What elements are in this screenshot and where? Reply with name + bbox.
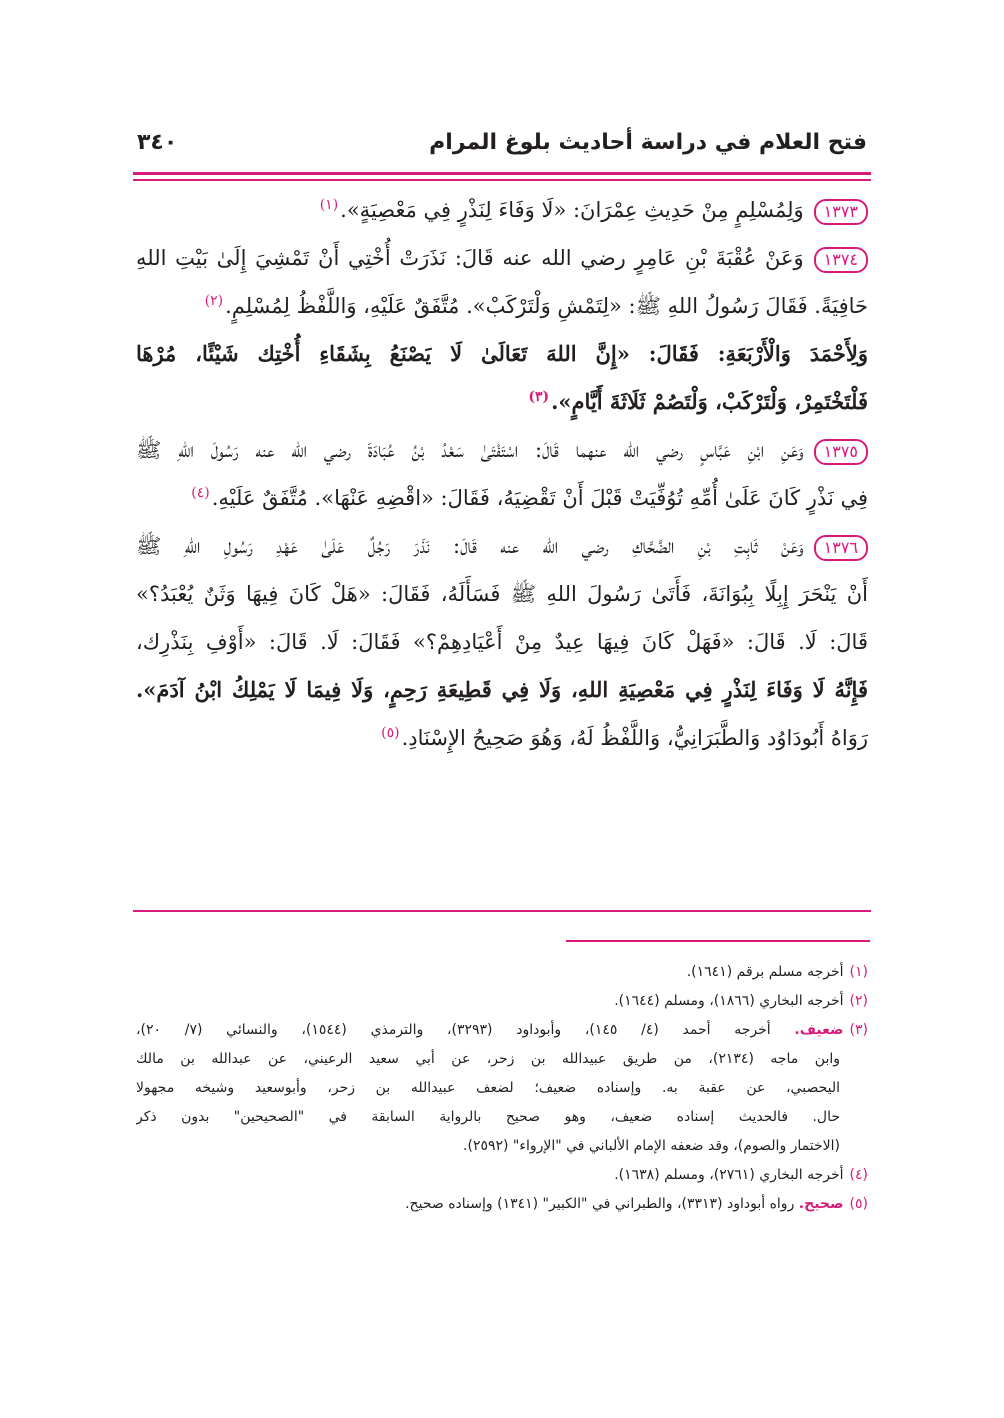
hadith-1374-line-1	[136, 234, 868, 282]
hadith-text: رَوَاهُ أَبُودَاوُد وَالطَّبَرَانِيُّ، وَاللَّفْظُ لَهُ، وَهُوَ صَحِيحُ الإِسْنَادِ.	[401, 726, 868, 750]
hadith-number-1374: ١٣٧٤	[814, 247, 868, 273]
hadith-text: فَلْتَخْتَمِرْ، وَلْتَرْكَبْ، وَلْتَصُمْ ثَلَاثَةَ أَيَّامٍ».	[551, 389, 868, 414]
hadith-1375-line-1	[136, 426, 868, 474]
page-number: ٣٤٠	[137, 130, 178, 155]
hadith-text: وَعَنْ ثَابِتِ بْنِ الضَّحَّاكِ رضي الله عنه قَالَ: نَذَرَ رَجُلٌ عَلَىٰ عَهْدِ رَسُولِ اللهِ ﷺ	[136, 534, 804, 558]
footnote-text: أخرجه أحمد (٤/ ١٤٥)، وأبوداود (٣٢٩٣)، والترمذي (١٥٤٤)، والنسائي (٧/ ٢٠)،	[136, 1022, 771, 1038]
hadith-1374-line-3	[136, 330, 868, 378]
hadith-text: قَالَ: لَا. قَالَ: «فَهَلْ كَانَ فِيهَا عِيدٌ مِنْ أَعْيَادِهِمْ؟» فَقَالَ: لَا. قَالَ: «أَوْفِ بِنَذْرِك،	[136, 630, 868, 654]
footnote-text: اليحصبي، عن عقبة به. وإسناده ضعيف؛ لضعف عبيدالله بن زحر، وأبوسعيد وشيخه مجهولا	[136, 1080, 840, 1096]
hadith-number-1373: ١٣٧٣	[814, 199, 868, 225]
footnote-3-line-3	[136, 1074, 868, 1103]
footnote-separator	[566, 940, 870, 942]
footnote-text: حال. فالحديث إسناده ضعيف، وهو صحيح بالرواية السابقة في "الصحيحين" بدون ذكر	[136, 1109, 840, 1125]
header-rule-top	[133, 172, 871, 175]
footnote-text: وابن ماجه (٢١٣٤)، من طريق عبيدالله بن زحر، عن أبي سعيد الرعيني، عن عبدالله بن مالك	[136, 1051, 840, 1067]
running-header	[133, 128, 871, 168]
footnote-mark: (٥)	[849, 1196, 868, 1212]
hadith-text: وَعَنْ عُقْبَةَ بْنِ عَامِرٍ رضي الله عنه قَالَ: نَذَرَتْ أُخْتِي أَنْ تَمْشِيَ إِلَىٰ بَيْتِ اللهِ	[136, 246, 804, 270]
text-end-rule	[133, 910, 871, 912]
hadith-text: حَافِيَةً. فَقَالَ رَسُولُ اللهِ ﷺ: «لِتَمْشِ وَلْتَرْكَبْ». مُتَّفَقٌ عَلَيْهِ، وَاللَّفْظُ لِمُسْلِمٍ.	[225, 294, 868, 318]
book-title: فتح العلام في دراسة أحاديث بلوغ المرام	[429, 130, 867, 155]
hadith-text: وَلِمُسْلِمٍ مِنْ حَدِيثِ عِمْرَانَ: «لَا وَفَاءَ لِنَذْرٍ فِي مَعْصِيَةٍ».	[340, 198, 804, 222]
footnote-text: (الاختمار والصوم)، وقد ضعفه الإمام الألباني في "الإرواء" (٢٥٩٢).	[463, 1138, 840, 1154]
hadith-text: فِي نَذْرٍ كَانَ عَلَىٰ أُمِّهِ تُوُفِّيَتْ قَبْلَ أَنْ تَقْضِيَهُ، فَقَالَ: «اقْضِهِ عَنْهَا». مُتَّفَقٌ عَلَيْهِ.	[211, 486, 868, 510]
footnote-ref[interactable]: (٤)	[191, 485, 210, 501]
footnote-3-line-5	[136, 1132, 868, 1161]
hadith-number-1375: ١٣٧٥	[814, 439, 868, 465]
main-text	[136, 186, 868, 762]
footnote-2	[136, 987, 868, 1016]
footnote-ref[interactable]: (٥)	[381, 725, 400, 741]
hadith-1376-line-1	[136, 522, 868, 570]
hadith-text: أَنْ يَنْحَرَ إِبِلًا بِبُوَانَةَ، فَأَتَىٰ رَسُولَ اللهِ ﷺ فَسَأَلَهُ، فَقَالَ: «هَلْ كَانَ فِيهَا وَثَنٌ يُعْبَدُ؟»	[136, 582, 868, 606]
footnote-mark: (٤)	[849, 1167, 868, 1183]
hadith-text: فَإِنَّهُ لَا وَفَاءَ لِنَذْرٍ فِي مَعْصِيَةِ اللهِ، وَلَا فِي قَطِيعَةِ رَحِمٍ، وَلَا فِيمَا لَا يَمْلِكُ ابْنُ آدَمَ».	[136, 677, 868, 702]
footnote-3-line-2	[136, 1045, 868, 1074]
footnote-mark: (٣)	[849, 1022, 868, 1038]
footnote-grade: صحيح.	[798, 1196, 844, 1212]
hadith-text: وَلِأَحْمَدَ وَالْأَرْبَعَةِ: فَقَالَ: «إِنَّ اللهَ تَعَالَىٰ لَا يَصْنَعُ بِشَقَاءِ أُخْتِك شَيْئًا، مُرْهَا	[136, 341, 868, 366]
footnote-text: أخرجه البخاري (١٨٦٦)، ومسلم (١٦٤٤).	[614, 993, 844, 1009]
footnote-mark: (١)	[849, 964, 868, 980]
footnote-mark: (٢)	[849, 993, 868, 1009]
hadith-1375-line-2	[136, 474, 868, 522]
footnote-text: رواه أبوداود (٣٣١٣)، والطبراني في "الكبير" (١٣٤١) وإسناده صحيح.	[405, 1196, 795, 1212]
hadith-1373-line-1	[136, 186, 868, 234]
hadith-1376-line-5	[136, 714, 868, 762]
footnote-5	[136, 1190, 868, 1219]
footnote-text: أخرجه مسلم برقم (١٦٤١).	[686, 964, 844, 980]
footnote-3-line-1	[136, 1016, 868, 1045]
footnotes	[136, 958, 868, 1219]
footnote-text: أخرجه البخاري (٢٧٦١)، ومسلم (١٦٣٨).	[614, 1167, 844, 1183]
footnote-4	[136, 1161, 868, 1190]
hadith-1374-line-4	[136, 378, 868, 426]
footnote-ref[interactable]: (٢)	[204, 293, 224, 309]
hadith-1374-line-2	[136, 282, 868, 330]
hadith-text: وَعَنِ ابْنِ عَبَّاسٍ رضي الله عنهما قَالَ: اسْتَفْتَىٰ سَعْدُ بْنُ عُبَادَةَ رضي الله عنه رَسُولَ اللهِ ﷺ	[136, 438, 804, 462]
footnote-grade: ضعيف.	[794, 1022, 844, 1038]
footnote-ref[interactable]: (١)	[319, 197, 339, 213]
hadith-1376-line-3	[136, 618, 868, 666]
header-rule-bottom	[133, 179, 871, 181]
footnote-1	[136, 958, 868, 987]
footnote-ref[interactable]: (٣)	[528, 389, 550, 405]
footnote-3-line-4	[136, 1103, 868, 1132]
hadith-1376-line-2	[136, 570, 868, 618]
hadith-number-1376: ١٣٧٦	[814, 535, 868, 561]
hadith-1376-line-4	[136, 666, 868, 714]
